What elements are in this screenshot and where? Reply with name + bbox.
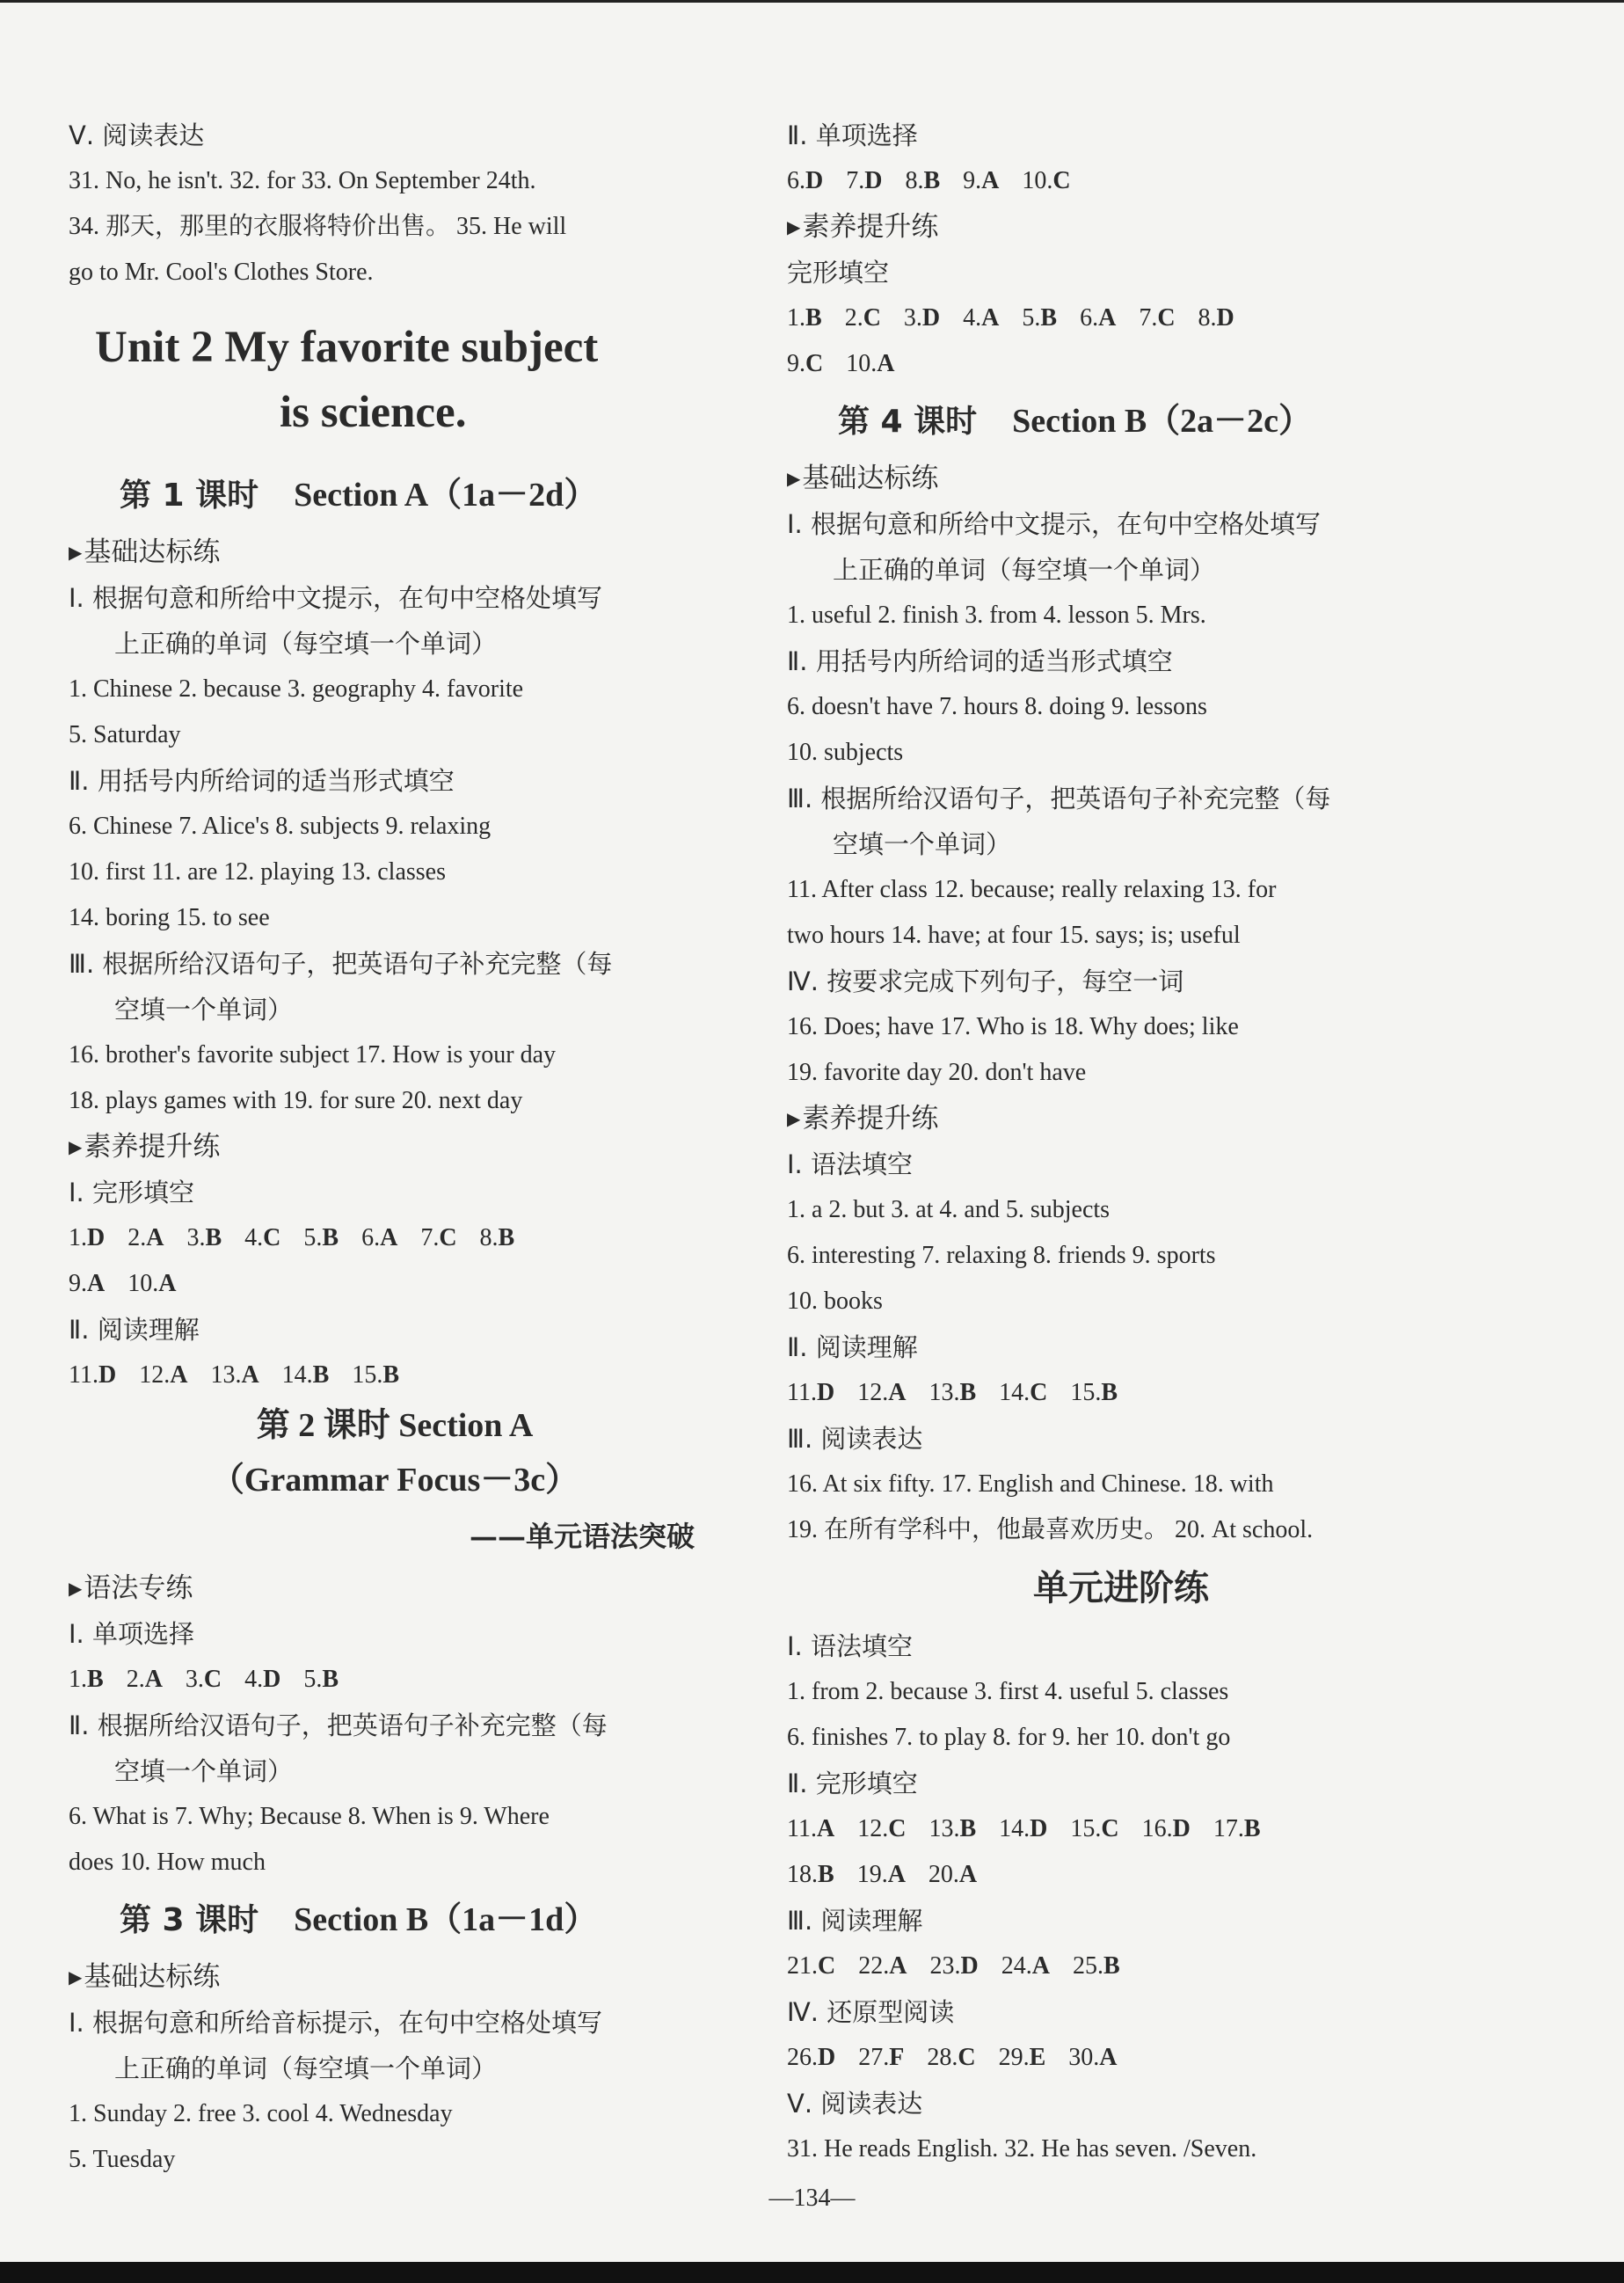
- answer-letter: A: [146, 1224, 164, 1251]
- answer-letter: D: [960, 1952, 979, 1980]
- section-heading: Ⅲ. 阅读理解: [787, 1906, 923, 1936]
- answer-letter: C: [263, 1224, 281, 1251]
- question-number: 12.: [139, 1361, 171, 1389]
- choice-answers: [69, 1657, 721, 1703]
- question-number: 23.: [929, 1952, 961, 1980]
- answer-letter: B: [205, 1224, 222, 1251]
- triangle-icon: ▶: [787, 468, 801, 489]
- answer-line: 31. He reads English. 32. He has seven. /Seven.: [787, 2135, 1257, 2163]
- practice-tag: [69, 529, 721, 575]
- section-heading: Ⅳ. 还原型阅读: [787, 1997, 955, 2027]
- practice-tag: [69, 1954, 721, 2000]
- question-number: 10.: [1022, 167, 1053, 194]
- choice-answers: [787, 1370, 1455, 1416]
- section-heading: 空填一个单词）: [114, 995, 294, 1025]
- answer-line: two hours 14. have; at four 15. says; is; useful: [787, 922, 1241, 949]
- question-number: 2.: [844, 304, 863, 332]
- lesson-title: （Grammar Focus－3c）: [210, 1462, 579, 1499]
- question-number: 6.: [361, 1224, 381, 1251]
- question-number: 8.: [905, 167, 924, 194]
- answer-letter: A: [144, 1666, 163, 1693]
- question-number: 7.: [420, 1224, 440, 1251]
- answer-line: 5. Saturday: [69, 721, 181, 748]
- right-column: [787, 113, 1455, 2172]
- question-number: 1.: [69, 1666, 87, 1693]
- question-number: 14.: [999, 1379, 1030, 1406]
- question-number: 15.: [1070, 1815, 1102, 1842]
- section-heading: Ⅰ. 单项选择: [69, 1619, 194, 1649]
- question-number: 16.: [1141, 1815, 1173, 1842]
- choice-answers: [69, 1353, 721, 1398]
- choice-answers: [787, 2035, 1455, 2081]
- question-number: 4.: [244, 1224, 264, 1251]
- section-heading: Ⅴ. 阅读表达: [787, 2089, 923, 2119]
- question-number: 10.: [127, 1270, 159, 1297]
- lesson-subtitle: ——单元语法突破: [469, 1520, 695, 1553]
- answer-line: does 10. How much: [69, 1849, 266, 1876]
- answer-line: 31. No, he isn't. 32. for 33. On September 24th.: [69, 167, 536, 194]
- answer-letter: C: [888, 1815, 907, 1842]
- answer-letter: A: [981, 167, 1000, 194]
- answer-letter: D: [1172, 1815, 1191, 1842]
- practice-tag: [787, 204, 1455, 250]
- section-heading: 完形填空: [787, 258, 890, 288]
- lesson-section: Section B（1a－1d）: [294, 1901, 598, 1938]
- question-number: 9.: [787, 350, 805, 377]
- answer-line: 6. doesn't have 7. hours 8. doing 9. lessons: [787, 693, 1207, 720]
- answer-letter: B: [923, 167, 941, 194]
- unit-title-line2: is science.: [280, 388, 467, 437]
- triangle-icon: ▶: [69, 542, 83, 563]
- question-number: 5.: [1022, 304, 1041, 332]
- answer-letter: B: [805, 304, 822, 332]
- question-number: 12.: [857, 1379, 889, 1406]
- answer-line: 1. a 2. but 3. at 4. and 5. subjects: [787, 1196, 1111, 1223]
- question-number: 6.: [1080, 304, 1099, 332]
- choice-answers: [787, 158, 1455, 204]
- question-number: 14.: [281, 1361, 313, 1389]
- answer-letter: C: [1157, 304, 1176, 332]
- question-number: 13.: [929, 1379, 960, 1406]
- answer-letter: A: [816, 1815, 835, 1842]
- question-number: 9.: [69, 1270, 87, 1297]
- practice-tag-label: 基础达标练: [84, 1961, 221, 1993]
- answer-line: 19. 在所有学科中，他最喜欢历史。 20. At school.: [787, 1516, 1314, 1543]
- section-heading: Ⅳ. 按要求完成下列句子，每空一词: [787, 966, 1184, 996]
- lesson-title: 第 2 课时 Section A: [256, 1407, 534, 1444]
- question-number: 11.: [69, 1361, 98, 1389]
- question-number: 3.: [186, 1224, 206, 1251]
- choice-answers: [69, 1261, 721, 1307]
- question-number: 10.: [846, 350, 878, 377]
- answer-letter: D: [864, 167, 883, 194]
- question-number: 7.: [1139, 304, 1158, 332]
- question-number: 1.: [69, 1224, 87, 1251]
- answer-letter: C: [1030, 1379, 1048, 1406]
- answer-line: 16. brother's favorite subject 17. How is your day: [69, 1041, 557, 1069]
- answer-letter: A: [981, 304, 1000, 332]
- lesson-title: [69, 461, 721, 529]
- lesson-section: Section B（2a－2c）: [1012, 403, 1313, 440]
- answer-letter: C: [818, 1952, 836, 1980]
- answer-letter: B: [1103, 1952, 1120, 1980]
- answer-letter: B: [1040, 304, 1058, 332]
- question-number: 21.: [787, 1952, 818, 1980]
- practice-tag-label: 基础达标练: [84, 536, 221, 568]
- triangle-icon: ▶: [787, 1108, 801, 1129]
- choice-answers: [787, 295, 1455, 341]
- section-heading: Ⅰ. 根据句意和所给音标提示，在句中空格处填写: [69, 2008, 602, 2038]
- answer-line: 6. Chinese 7. Alice's 8. subjects 9. relaxing: [69, 813, 492, 840]
- question-number: 15.: [1070, 1379, 1102, 1406]
- section-heading: Ⅱ. 根据所给汉语句子，把英语句子补充完整（每: [69, 1710, 608, 1740]
- section-heading: Ⅲ. 根据所给汉语句子，把英语句子补充完整（每: [69, 949, 613, 979]
- answer-letter: B: [322, 1666, 339, 1693]
- question-number: 11.: [787, 1379, 817, 1406]
- answer-letter: B: [498, 1224, 515, 1251]
- page-number: —134—: [768, 2185, 856, 2212]
- lesson-title: [69, 1885, 721, 1954]
- answer-letter: A: [889, 1952, 907, 1980]
- question-number: 25.: [1072, 1952, 1103, 1980]
- choice-answers: [787, 1806, 1455, 1852]
- practice-tag-label: 素养提升练: [802, 211, 939, 243]
- section-heading: Ⅴ. 阅读表达: [69, 120, 205, 150]
- question-number: 28.: [927, 2044, 958, 2071]
- answer-line: 5. Tuesday: [69, 2146, 176, 2173]
- section-heading: 上正确的单词（每空填一个单词）: [114, 629, 498, 659]
- answer-letter: B: [382, 1361, 400, 1389]
- question-number: 5.: [303, 1224, 323, 1251]
- answer-letter: D: [818, 2044, 836, 2071]
- choice-answers: [69, 1215, 721, 1261]
- choice-answers: [787, 1944, 1455, 1989]
- practice-tag-label: 素养提升练: [84, 1131, 221, 1163]
- question-number: 2.: [127, 1224, 147, 1251]
- answer-line: 10. first 11. are 12. playing 13. classes: [69, 858, 446, 886]
- question-number: 5.: [303, 1666, 323, 1693]
- triangle-icon: ▶: [69, 1136, 83, 1157]
- lesson-number: 第 3 课时: [120, 1902, 259, 1938]
- answer-line: 14. boring 15. to see: [69, 904, 270, 931]
- answer-line: 16. At six fifty. 17. English and Chinese. 18. with: [787, 1470, 1274, 1498]
- question-number: 1.: [787, 304, 805, 332]
- question-number: 2.: [126, 1666, 145, 1693]
- lesson-title: [787, 387, 1455, 456]
- question-number: 17.: [1213, 1815, 1244, 1842]
- answer-letter: A: [241, 1361, 259, 1389]
- answer-letter: D: [263, 1666, 281, 1693]
- lesson-number: 第 1 课时: [120, 478, 259, 514]
- question-number: 26.: [787, 2044, 818, 2071]
- section-heading: Ⅰ. 完形填空: [69, 1178, 194, 1207]
- answer-letter: E: [1029, 2044, 1046, 2071]
- section-heading: Ⅰ. 根据句意和所给中文提示，在句中空格处填写: [787, 509, 1321, 539]
- answer-letter: D: [805, 167, 824, 194]
- answer-letter: D: [1030, 1815, 1048, 1842]
- section-heading: 上正确的单词（每空填一个单词）: [114, 2053, 498, 2083]
- question-number: 19.: [856, 1861, 888, 1888]
- question-number: 13.: [929, 1815, 960, 1842]
- unit-title-line1: Unit 2 My favorite subject: [95, 323, 599, 372]
- top-border: [0, 0, 1624, 3]
- question-number: 4.: [244, 1666, 264, 1693]
- question-number: 27.: [858, 2044, 890, 2071]
- answer-line: 6. What is 7. Why; Because 8. When is 9. Where: [69, 1803, 550, 1830]
- question-number: 6.: [787, 167, 805, 194]
- answer-line: 11. After class 12. because; really relaxing 13. for: [787, 876, 1277, 903]
- question-number: 24.: [1001, 1952, 1032, 1980]
- answer-letter: D: [98, 1361, 117, 1389]
- answer-letter: C: [1052, 167, 1071, 194]
- answer-line: 16. Does; have 17. Who is 18. Why does; like: [787, 1013, 1239, 1040]
- question-number: 7.: [846, 167, 865, 194]
- answer-letter: D: [921, 304, 941, 332]
- answer-letter: B: [818, 1861, 834, 1888]
- practice-tag-label: 语法专练: [84, 1572, 193, 1604]
- answer-letter: C: [958, 2044, 976, 2071]
- section-heading: Ⅰ. 语法填空: [787, 1631, 913, 1661]
- answer-letter: D: [1216, 304, 1234, 332]
- question-number: 11.: [787, 1815, 817, 1842]
- practice-tag-label: 基础达标练: [802, 463, 939, 494]
- triangle-icon: ▶: [69, 1578, 83, 1599]
- answer-letter: A: [888, 1379, 907, 1406]
- answer-letter: B: [959, 1815, 977, 1842]
- answer-line: 10. subjects: [787, 739, 904, 766]
- question-number: 22.: [858, 1952, 890, 1980]
- answer-letter: B: [87, 1666, 104, 1693]
- lesson-section: Section A（1a－2d）: [294, 477, 598, 514]
- answer-letter: A: [87, 1270, 106, 1297]
- answer-letter: B: [322, 1224, 339, 1251]
- section-heading: Ⅱ. 阅读理解: [787, 1332, 918, 1362]
- section-heading: Ⅲ. 根据所给汉语句子，把英语句子补充完整（每: [787, 784, 1331, 813]
- question-number: 3.: [903, 304, 922, 332]
- practice-tag: [69, 1565, 721, 1611]
- section-heading: 空填一个单词）: [833, 829, 1012, 859]
- choice-answers: [787, 341, 1455, 387]
- answer-line: 1. Chinese 2. because 3. geography 4. favorite: [69, 675, 524, 703]
- question-number: 9.: [963, 167, 982, 194]
- answer-letter: A: [170, 1361, 188, 1389]
- answer-line: 1. from 2. because 3. first 4. useful 5. classes: [787, 1678, 1229, 1705]
- question-number: 12.: [857, 1815, 889, 1842]
- left-column: [69, 113, 721, 2183]
- choice-answers: [787, 1852, 1455, 1898]
- answer-line: 6. finishes 7. to play 8. for 9. her 10. don't go: [787, 1724, 1231, 1751]
- answer-line: 6. interesting 7. relaxing 8. friends 9. sports: [787, 1242, 1216, 1269]
- answer-letter: F: [889, 2044, 905, 2071]
- answer-letter: A: [958, 1861, 978, 1888]
- section-heading: Ⅲ. 阅读表达: [787, 1424, 923, 1454]
- question-number: 15.: [352, 1361, 383, 1389]
- question-number: 30.: [1068, 2044, 1100, 2071]
- lesson-number: 第 4 课时: [838, 404, 978, 440]
- question-number: 14.: [999, 1815, 1030, 1842]
- answer-line: 1. Sunday 2. free 3. cool 4. Wednesday: [69, 2100, 453, 2127]
- question-number: 20.: [928, 1861, 959, 1888]
- question-number: 18.: [787, 1861, 818, 1888]
- question-number: 4.: [963, 304, 982, 332]
- answer-letter: A: [1099, 2044, 1118, 2071]
- practice-tag: [787, 456, 1455, 501]
- answer-line: go to Mr. Cool's Clothes Store.: [69, 259, 374, 286]
- answer-letter: A: [380, 1224, 398, 1251]
- answer-line: 18. plays games with 19. for sure 20. next day: [69, 1087, 523, 1114]
- section-heading: Ⅱ. 阅读理解: [69, 1315, 200, 1345]
- section-heading: Ⅰ. 根据句意和所给中文提示，在句中空格处填写: [69, 583, 602, 613]
- section-heading: Ⅱ. 用括号内所给词的适当形式填空: [787, 646, 1173, 676]
- answer-letter: A: [1031, 1952, 1050, 1980]
- answer-letter: B: [312, 1361, 330, 1389]
- answer-letter: A: [877, 350, 895, 377]
- answer-letter: C: [805, 350, 824, 377]
- section-heading: Ⅱ. 完形填空: [787, 1769, 918, 1798]
- practice-tag-label: 素养提升练: [802, 1103, 939, 1134]
- section-heading: Ⅰ. 语法填空: [787, 1149, 913, 1179]
- answer-letter: B: [959, 1379, 977, 1406]
- section-heading: Ⅱ. 单项选择: [787, 120, 918, 150]
- question-number: 13.: [210, 1361, 242, 1389]
- section-heading: 空填一个单词）: [114, 1756, 294, 1786]
- answer-letter: C: [1101, 1815, 1119, 1842]
- bottom-border: [0, 2262, 1624, 2283]
- triangle-icon: ▶: [787, 216, 801, 237]
- answer-line: 19. favorite day 20. don't have: [787, 1059, 1087, 1086]
- question-number: 8.: [1198, 304, 1217, 332]
- answer-letter: D: [816, 1379, 835, 1406]
- practice-tag: [69, 1124, 721, 1170]
- question-number: 3.: [185, 1666, 204, 1693]
- practice-tag: [787, 1096, 1455, 1142]
- answer-letter: C: [203, 1666, 222, 1693]
- answer-letter: D: [87, 1224, 106, 1251]
- answer-line: 34. 那天，那里的衣服将特价出售。 35. He will: [69, 213, 567, 240]
- section-heading: 上正确的单词（每空填一个单词）: [833, 555, 1216, 585]
- answer-letter: A: [1098, 304, 1117, 332]
- question-number: 8.: [479, 1224, 499, 1251]
- answer-letter: B: [1243, 1815, 1261, 1842]
- answer-letter: A: [887, 1861, 906, 1888]
- answer-letter: C: [863, 304, 881, 332]
- answer-letter: C: [439, 1224, 457, 1251]
- triangle-icon: ▶: [69, 1966, 83, 1988]
- question-number: 29.: [998, 2044, 1030, 2071]
- section-title: 单元进阶练: [1033, 1567, 1209, 1608]
- unit-title: [95, 315, 721, 445]
- answer-letter: B: [1101, 1379, 1118, 1406]
- answer-line: 10. books: [787, 1287, 883, 1315]
- section-heading: Ⅱ. 用括号内所给词的适当形式填空: [69, 766, 455, 796]
- answer-letter: A: [158, 1270, 177, 1297]
- answer-line: 1. useful 2. finish 3. from 4. lesson 5. Mrs.: [787, 602, 1206, 629]
